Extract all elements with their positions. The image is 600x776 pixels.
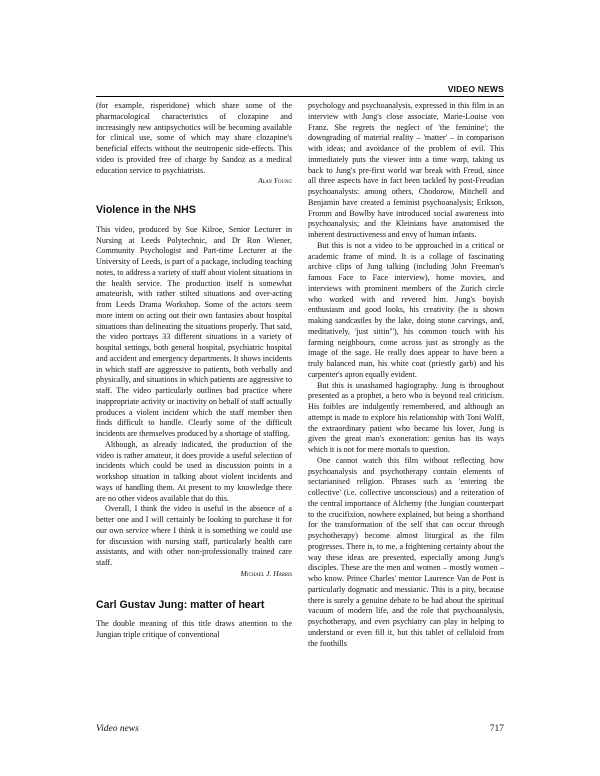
- section-title-jung: Carl Gustav Jung: matter of heart: [96, 598, 265, 611]
- footer-page-number: 717: [489, 724, 504, 734]
- section1-paragraph: Overall, I think the video is useful in the absence of a better one and I will certainly be looking to purchase it for our own service where I think it is something we could use for discussion with nursing staff, particularly health care assistants, and with other non-professionally trained care staff.: [96, 504, 292, 567]
- section2-paragraph: The double meaning of this title draws attention to the Jungian triple critique of conventional: [96, 619, 292, 639]
- review-paragraph: One cannot watch this film without reflecting how psychoanalysis and psychotherapy contain elements of sectarianised religion. Phrases such as 'entering the collective' (i.e. collective unconscious) and a reiteration of the central importance of Alchemy (the Jungian counterpart to the crucifixion, nowhere explained, but being a shorthand for the transformation of the self that can occur through psychotherapy) become almost liturgical as the film progresses. There is, to me, a frightening certainty about the way these ideas are presented, especially among Jung's disciples. These are the men and women – mostly women – who know. Prince Charles' mentor Laurence Van de Post is particularly dogmatic and messianic. This is a pity, because there is surely a genuine debate to be had about the spiritual vacuum of modern life, and the role that psychoanalysis, psychotherapy, and even psychiatry can play in helping to understand or even fill it, but this tablet of celluloid from the foothills: [308, 455, 504, 648]
- review-paragraph: psychology and psychoanalysis, expressed in this film in an interview with Jung's close associate, Marie-Louise von Franz. She regrets the neglect of 'the feminine'; the downgrading of material reality – 'matter' – in comparison with ideas; and avoidance of the problem of evil. This immediately puts the viewer into a time warp, taking us back to Jung's pre-first world war break with Freud, since all three aspects have in fact been tackled by post-Freudian psychoanalysts: among others, Chodorow, Mitchell and Benjamin have created a feminist psychoanalysis; Erikson, Fromm and Bowlby have introduced social awareness into psychoanalysis; and the Kleinians have anatomised the inherent destructiveness and envy of human infants.: [308, 101, 504, 239]
- section-title-violence: Violence in the NHS: [96, 204, 196, 216]
- intro-paragraph: (for example, risperidone) which share some of the pharmacological characteristics of clozapine and increasingly new antipsychotics will be becoming available for clinical use, some of which may share clozapine's beneficial effects without the neutropenic side-effects. This video is provided free of charge by Sandoz as a medical education service to psychiatrists.: [96, 101, 292, 175]
- section1-paragraph: Although, as already indicated, the production of the video is rather amateur, it does provide a useful selection of incidents which could be used as discussion points in a workshop situation in talking about violent incidents and ways of handling them. At present to my knowledge there are no other videos available that do this.: [96, 439, 292, 503]
- header-rule: [96, 96, 504, 97]
- review-paragraph: But this is unashamed hagiography. Jung is throughout presented as a prophet, a hero who is beyond real criticism. His foibles are indulgently remembered, and although an attempt is made to explore his relationship with Toni Wolff, the extraordinary patient who became his lover, Jung is given the great man's exoneration: genius has its ways which it is not for mere mortals to question.: [308, 380, 504, 454]
- right-column: [308, 101, 504, 649]
- running-head: VIDEO NEWS: [447, 84, 504, 94]
- review-paragraph: But this is not a video to be approached in a critical or academic frame of mind. It is a collage of fascinating archive clips of Jung talking (including John Freeman's famous Face to Face interview), home movies, and interviews with prominent members of the Zurich circle who worked with and revered him. Jung's boyish enthusiasm and good looks, his creativity (he is shown making sandcastles by the lake, doing stone carvings, and, meditatively, 'just sittin'''), his common touch with his farming neighbours, come across just as strongly as the image of the sage. He really does appear to have been a truly balanced man, his white coat (priestly garb) and his carpenter's apron equally evident.: [308, 240, 504, 379]
- section1-paragraph: This video, produced by Sue Kilroe, Senior Lecturer in Nursing at Leeds Polytechnic, and Dr Ron Wiener, Community Psychologist and Part-time Lecturer at the University of Leeds, is part of a package, including teaching notes, to address a variety of staff about violent situations in the health service. The production itself is somewhat amateurish, with rather stilted situations and over-acting from Leeds Drama Workshop. Some of the actors seem more intent on acting out their own fantasies about hospital situations than delineating the situations properly. That said, the video portrays 33 different situations in a variety of hospital settings, both general hospital, psychiatric hospital and accident and emergency departments. It shows incidents in which staff are aggressive to patients, both verbally and physically, and situations in which patients are aggressive to staff. The video particularly outlines bad practice where inappropriate activity or inactivity on behalf of staff actually produces a violent incident which the staff member then finds difficult to handle. Clearly some of the difficult incidents are themselves produced by a shortage of staffing.: [96, 224, 292, 438]
- footer-journal-name: Video news: [96, 724, 139, 734]
- left-column: [96, 101, 292, 641]
- intro-byline: Alan Young: [258, 176, 292, 186]
- section1-byline: Michael J. Harris: [240, 568, 292, 578]
